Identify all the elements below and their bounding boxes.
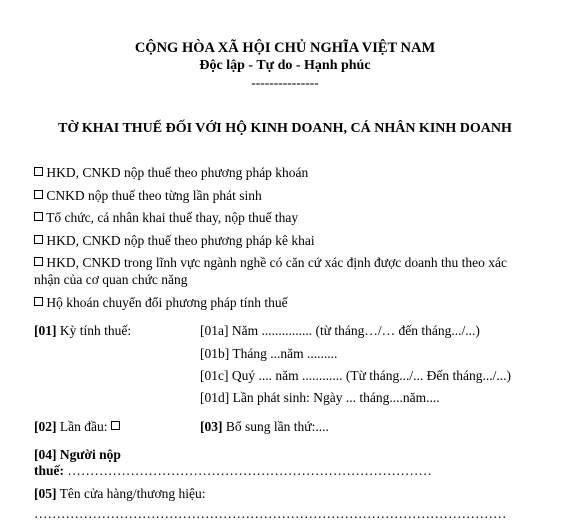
option-label: HKD, CNKD nộp thuế theo phương pháp khoán <box>46 165 309 180</box>
option-flat-rate[interactable] <box>34 164 308 181</box>
option-withholding[interactable] <box>34 209 298 226</box>
form-title: TỜ KHAI THUẾ ĐỐI VỚI HỘ KINH DOANH, CÁ NHÂN KINH DOANH <box>58 121 512 136</box>
field-label: Bổ sung lần thứ:.... <box>225 419 329 434</box>
tax-period-occurrence[interactable]: [01d] Lần phát sinh: Ngày ... tháng....năm.... <box>200 390 440 405</box>
option-checkbox[interactable] <box>34 235 43 244</box>
option-checkbox[interactable] <box>34 257 43 266</box>
option-method-conversion[interactable] <box>34 294 288 311</box>
tax-period-label <box>34 322 131 339</box>
field-label: Tên cửa hàng/thương hiệu: <box>59 486 206 501</box>
first-time-checkbox[interactable] <box>111 421 120 430</box>
option-checkbox[interactable] <box>34 190 43 199</box>
field-code: [03] <box>200 419 223 434</box>
tax-period-year[interactable]: [01a] Năm ............... (từ tháng…/… đến tháng.../...) <box>200 323 480 338</box>
store-name-label <box>34 485 206 502</box>
tax-period-month[interactable]: [01b] Tháng ...năm ......... <box>200 346 338 361</box>
field-code: [01] <box>34 323 57 338</box>
option-checkbox[interactable] <box>34 212 43 221</box>
option-label: Tổ chức, cá nhân khai thuế thay, nộp thuế thay <box>46 210 299 225</box>
tax-period-quarter[interactable]: [01c] Quý .... năm ............ (Từ tháng.../... Đến tháng.../...) <box>200 368 512 383</box>
first-time-field <box>34 418 120 435</box>
national-motto: Độc lập - Tự do - Hạnh phúc <box>199 58 371 73</box>
taxpayer-label: [04] Người nộp <box>34 447 121 462</box>
store-name-input[interactable]: …………………………………………………………………………………………… <box>34 506 507 521</box>
option-label: HKD, CNKD nộp thuế theo phương pháp kê khai <box>46 233 315 248</box>
option-checkbox[interactable] <box>34 297 43 306</box>
field-code: [05] <box>34 486 57 501</box>
option-checkbox[interactable] <box>34 167 43 176</box>
header-divider: --------------- <box>251 75 319 90</box>
country-name: CỘNG HÒA XÃ HỘI CHỦ NGHĨA VIỆT NAM <box>134 40 436 56</box>
field-label: Lần đầu: <box>59 419 108 434</box>
field-label: Kỳ tính thuế: <box>59 323 132 338</box>
option-label: HKD, CNKD trong lĩnh vực ngành nghề có căn cứ xác định được doanh thu theo xác nhận của cơ quan chức năng <box>34 255 507 287</box>
taxpayer-input[interactable]: ……………………………………………………………………… <box>67 463 432 478</box>
option-label: Hộ khoán chuyển đổi phương pháp tính thuế <box>46 295 288 310</box>
option-declaration[interactable] <box>34 232 315 249</box>
option-confirmed-revenue[interactable] <box>34 254 534 288</box>
supplement-field[interactable] <box>200 418 329 435</box>
field-code: [02] <box>34 419 57 434</box>
option-label: CNKD nộp thuế theo từng lần phát sinh <box>46 188 262 203</box>
taxpayer-field[interactable] <box>34 462 432 479</box>
option-per-occurrence[interactable] <box>34 187 262 204</box>
field-label: thuế: <box>34 463 64 478</box>
